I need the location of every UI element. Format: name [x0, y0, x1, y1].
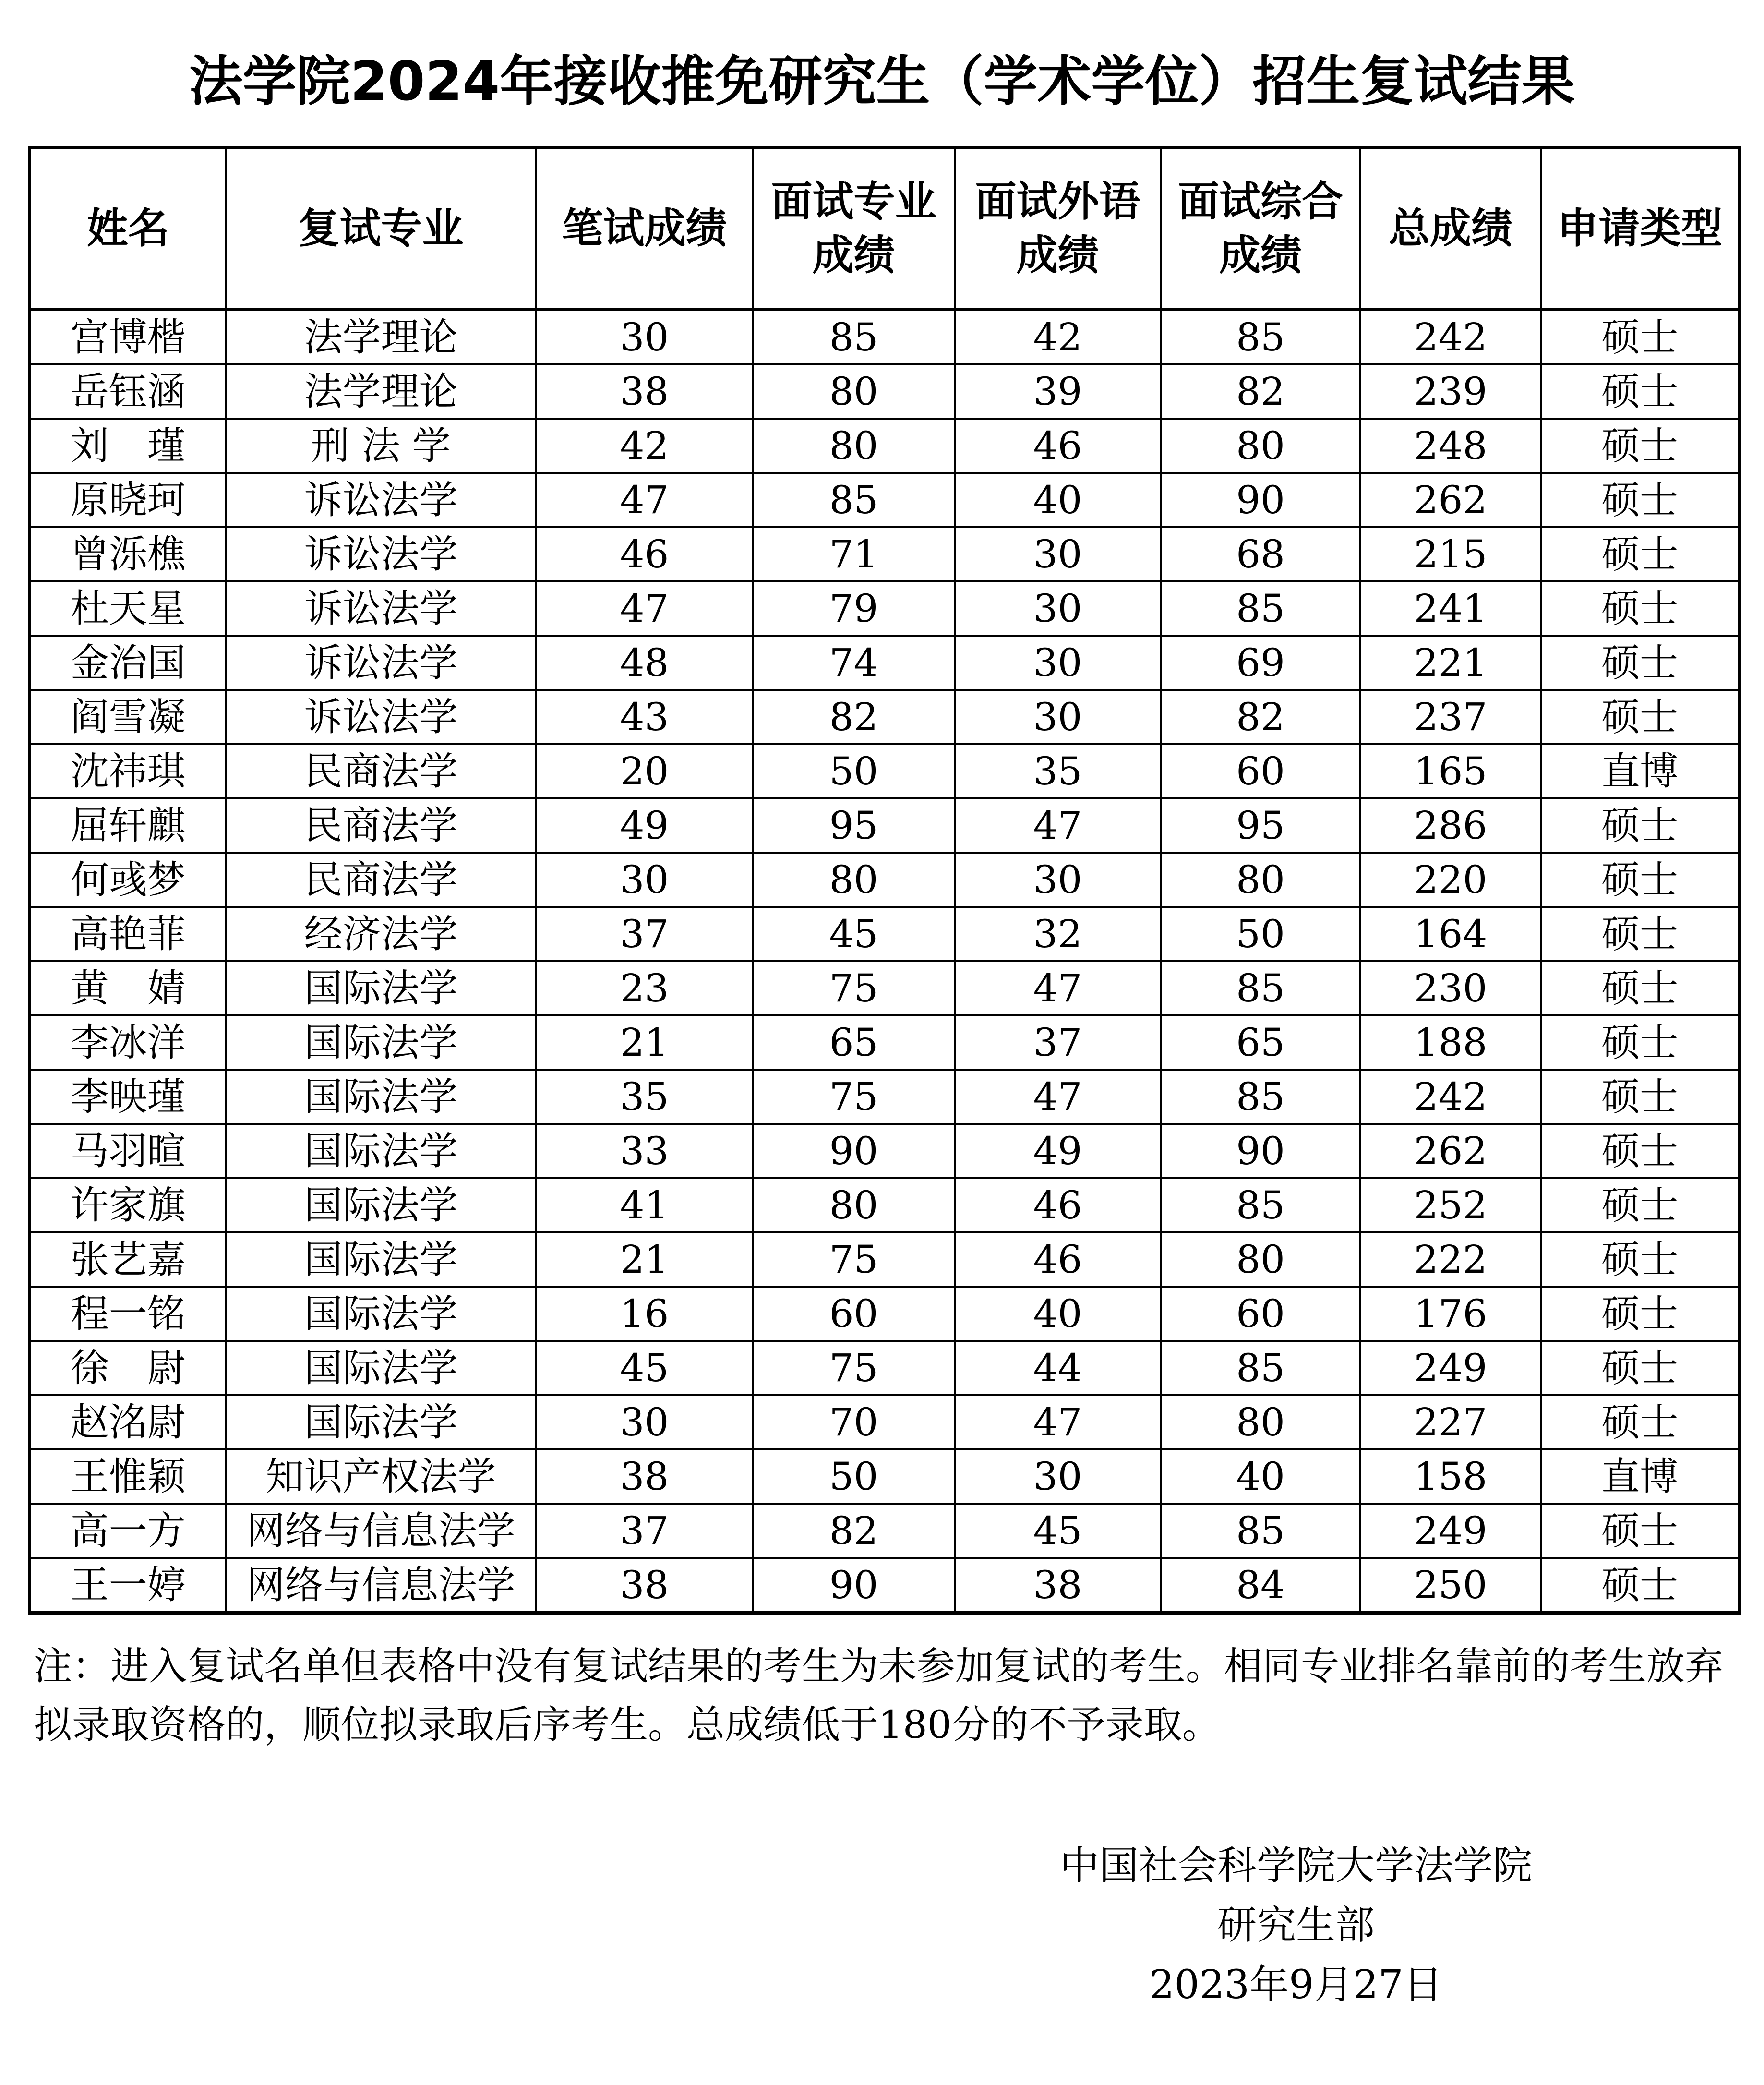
total-score-cell: 188 [1360, 1015, 1541, 1070]
application-type-cell: 硕士 [1541, 527, 1740, 581]
total-score-cell: 158 [1360, 1449, 1541, 1504]
header-major [226, 148, 536, 310]
interview-overall-score-cell: 50 [1161, 907, 1360, 961]
interview-major-score-cell: 75 [753, 1070, 955, 1124]
application-type-cell: 硕士 [1541, 798, 1740, 853]
table-row [30, 527, 1740, 581]
table-row [30, 690, 1740, 744]
interview-major-score-cell: 65 [753, 1015, 955, 1070]
total-score-cell: 220 [1360, 853, 1541, 907]
interview-language-score-cell: 44 [955, 1341, 1161, 1395]
name-cell: 沈祎琪 [30, 744, 226, 798]
total-score-cell: 262 [1360, 473, 1541, 527]
header-written-score [536, 148, 753, 310]
major-cell: 网络与信息法学 [226, 1504, 536, 1558]
interview-overall-score-cell: 85 [1161, 1341, 1360, 1395]
name-cell: 屈轩麒 [30, 798, 226, 853]
major-cell: 诉讼法学 [226, 473, 536, 527]
table-row [30, 907, 1740, 961]
major-cell: 诉讼法学 [226, 636, 536, 690]
total-score-cell: 164 [1360, 907, 1541, 961]
total-score-cell: 230 [1360, 961, 1541, 1015]
total-score-cell: 249 [1360, 1341, 1541, 1395]
interview-overall-score-cell: 85 [1161, 1504, 1360, 1558]
written-score-cell: 48 [536, 636, 753, 690]
application-type-cell: 硕士 [1541, 636, 1740, 690]
interview-language-score-cell: 37 [955, 1015, 1161, 1070]
application-type-cell: 硕士 [1541, 419, 1740, 473]
interview-major-score-cell: 50 [753, 1449, 955, 1504]
written-score-cell: 30 [536, 1395, 753, 1449]
interview-overall-score-cell: 90 [1161, 1124, 1360, 1178]
name-cell: 曾泺樵 [30, 527, 226, 581]
total-score-cell: 227 [1360, 1395, 1541, 1449]
interview-major-score-cell: 71 [753, 527, 955, 581]
interview-major-score-cell: 75 [753, 1341, 955, 1395]
table-row [30, 1232, 1740, 1287]
header-interview-overall-score [1161, 148, 1360, 310]
written-score-cell: 35 [536, 1070, 753, 1124]
application-type-cell: 硕士 [1541, 1287, 1740, 1341]
total-score-cell: 262 [1360, 1124, 1541, 1178]
application-type-cell: 硕士 [1541, 1504, 1740, 1558]
interview-overall-score-cell: 85 [1161, 1178, 1360, 1232]
major-cell: 国际法学 [226, 1070, 536, 1124]
interview-language-score-cell: 47 [955, 798, 1161, 853]
written-score-cell: 30 [536, 853, 753, 907]
table-row [30, 364, 1740, 419]
interview-major-score-cell: 75 [753, 1232, 955, 1287]
table-body [30, 310, 1740, 1613]
application-type-cell: 硕士 [1541, 1124, 1740, 1178]
table-row [30, 1015, 1740, 1070]
application-type-cell: 硕士 [1541, 1015, 1740, 1070]
name-cell: 金治国 [30, 636, 226, 690]
header-interview-major-score [753, 148, 955, 310]
interview-major-score-cell: 82 [753, 690, 955, 744]
table-row [30, 744, 1740, 798]
interview-overall-score-cell: 90 [1161, 473, 1360, 527]
interview-overall-score-cell: 80 [1161, 853, 1360, 907]
written-score-cell: 38 [536, 1449, 753, 1504]
signature-date: 2023年9月27日 [1149, 1962, 1443, 2008]
interview-overall-score-cell: 84 [1161, 1558, 1360, 1613]
written-score-cell: 21 [536, 1232, 753, 1287]
interview-language-score-cell: 47 [955, 1070, 1161, 1124]
signature-organization: 中国社会科学院大学法学院 [1059, 1843, 1532, 1889]
major-cell: 国际法学 [226, 1178, 536, 1232]
name-cell: 杜天星 [30, 581, 226, 636]
name-cell: 何彧梦 [30, 853, 226, 907]
header-row [30, 148, 1740, 310]
table-row [30, 310, 1740, 365]
application-type-cell: 硕士 [1541, 853, 1740, 907]
application-type-cell: 硕士 [1541, 1341, 1740, 1395]
interview-overall-score-cell: 60 [1161, 1287, 1360, 1341]
table-header [30, 148, 1740, 310]
header-total-score [1360, 148, 1541, 310]
interview-overall-score-cell: 69 [1161, 636, 1360, 690]
table-row [30, 473, 1740, 527]
interview-language-score-cell: 30 [955, 527, 1161, 581]
name-cell: 程一铭 [30, 1287, 226, 1341]
written-score-cell: 43 [536, 690, 753, 744]
interview-language-score-cell: 30 [955, 853, 1161, 907]
interview-major-score-cell: 80 [753, 364, 955, 419]
written-score-cell: 38 [536, 364, 753, 419]
header-label: 申请类型 [1557, 205, 1723, 253]
interview-overall-score-cell: 68 [1161, 527, 1360, 581]
interview-language-score-cell: 46 [955, 419, 1161, 473]
major-cell: 诉讼法学 [226, 690, 536, 744]
name-cell: 高艳菲 [30, 907, 226, 961]
major-cell: 国际法学 [226, 1341, 536, 1395]
interview-language-score-cell: 35 [955, 744, 1161, 798]
interview-language-score-cell: 30 [955, 690, 1161, 744]
page-title: 法学院2024年接收推免研究生（学术学位）招生复试结果 [189, 50, 1575, 113]
total-score-cell: 248 [1360, 419, 1541, 473]
header-label: 总成绩 [1389, 205, 1512, 253]
signature-department: 研究生部 [1217, 1903, 1375, 1948]
major-cell: 国际法学 [226, 961, 536, 1015]
application-type-cell: 硕士 [1541, 1558, 1740, 1613]
interview-major-score-cell: 74 [753, 636, 955, 690]
signature-block [1008, 1836, 1584, 2015]
interview-language-score-cell: 39 [955, 364, 1161, 419]
interview-major-score-cell: 79 [753, 581, 955, 636]
major-cell: 刑 法 学 [226, 419, 536, 473]
interview-language-score-cell: 38 [955, 1558, 1161, 1613]
application-type-cell: 硕士 [1541, 1395, 1740, 1449]
major-cell: 国际法学 [226, 1395, 536, 1449]
total-score-cell: 242 [1360, 1070, 1541, 1124]
application-type-cell: 硕士 [1541, 1070, 1740, 1124]
interview-major-score-cell: 75 [753, 961, 955, 1015]
application-type-cell: 硕士 [1541, 690, 1740, 744]
major-cell: 国际法学 [226, 1124, 536, 1178]
application-type-cell: 硕士 [1541, 907, 1740, 961]
table-row [30, 1341, 1740, 1395]
application-type-cell: 硕士 [1541, 581, 1740, 636]
name-cell: 张艺嘉 [30, 1232, 226, 1287]
major-cell: 民商法学 [226, 744, 536, 798]
header-label: 复试专业 [298, 205, 464, 253]
written-score-cell: 37 [536, 907, 753, 961]
total-score-cell: 237 [1360, 690, 1541, 744]
name-cell: 许家旗 [30, 1178, 226, 1232]
interview-major-score-cell: 90 [753, 1558, 955, 1613]
table-row [30, 1558, 1740, 1613]
name-cell: 黄 婧 [30, 961, 226, 1015]
table-row [30, 1449, 1740, 1504]
total-score-cell: 241 [1360, 581, 1541, 636]
interview-language-score-cell: 42 [955, 310, 1161, 365]
interview-major-score-cell: 80 [753, 1178, 955, 1232]
interview-major-score-cell: 90 [753, 1124, 955, 1178]
interview-major-score-cell: 85 [753, 473, 955, 527]
header-name [30, 148, 226, 310]
written-score-cell: 16 [536, 1287, 753, 1341]
written-score-cell: 23 [536, 961, 753, 1015]
interview-overall-score-cell: 80 [1161, 1395, 1360, 1449]
name-cell: 王一婷 [30, 1558, 226, 1613]
name-cell: 王惟颖 [30, 1449, 226, 1504]
total-score-cell: 176 [1360, 1287, 1541, 1341]
table-row [30, 636, 1740, 690]
name-cell: 赵洺尉 [30, 1395, 226, 1449]
interview-major-score-cell: 85 [753, 310, 955, 365]
interview-language-score-cell: 49 [955, 1124, 1161, 1178]
interview-language-score-cell: 46 [955, 1178, 1161, 1232]
major-cell: 诉讼法学 [226, 527, 536, 581]
written-score-cell: 30 [536, 310, 753, 365]
interview-overall-score-cell: 85 [1161, 961, 1360, 1015]
total-score-cell: 165 [1360, 744, 1541, 798]
header-label: 姓名 [86, 205, 169, 253]
written-score-cell: 46 [536, 527, 753, 581]
written-score-cell: 47 [536, 581, 753, 636]
name-cell: 岳钰涵 [30, 364, 226, 419]
application-type-cell: 硕士 [1541, 310, 1740, 365]
major-cell: 诉讼法学 [226, 581, 536, 636]
interview-language-score-cell: 32 [955, 907, 1161, 961]
table-row [30, 1504, 1740, 1558]
total-score-cell: 222 [1360, 1232, 1541, 1287]
interview-major-score-cell: 95 [753, 798, 955, 853]
interview-major-score-cell: 50 [753, 744, 955, 798]
header-interview-language-score [955, 148, 1161, 310]
name-cell: 宫博楷 [30, 310, 226, 365]
interview-major-score-cell: 60 [753, 1287, 955, 1341]
application-type-cell: 硕士 [1541, 961, 1740, 1015]
name-cell: 刘 瑾 [30, 419, 226, 473]
name-cell: 李映瑾 [30, 1070, 226, 1124]
header-label: 面试综合成绩 [1178, 178, 1343, 279]
interview-language-score-cell: 40 [955, 473, 1161, 527]
table-row [30, 1178, 1740, 1232]
total-score-cell: 221 [1360, 636, 1541, 690]
results-table [28, 146, 1741, 1615]
name-cell: 阎雪凝 [30, 690, 226, 744]
written-score-cell: 20 [536, 744, 753, 798]
written-score-cell: 45 [536, 1341, 753, 1395]
table-row [30, 1287, 1740, 1341]
interview-major-score-cell: 82 [753, 1504, 955, 1558]
interview-overall-score-cell: 40 [1161, 1449, 1360, 1504]
interview-language-score-cell: 46 [955, 1232, 1161, 1287]
interview-overall-score-cell: 65 [1161, 1015, 1360, 1070]
header-label: 笔试成绩 [562, 205, 727, 253]
interview-major-score-cell: 80 [753, 419, 955, 473]
total-score-cell: 239 [1360, 364, 1541, 419]
application-type-cell: 直博 [1541, 1449, 1740, 1504]
table-row [30, 419, 1740, 473]
major-cell: 法学理论 [226, 364, 536, 419]
total-score-cell: 250 [1360, 1558, 1541, 1613]
written-score-cell: 33 [536, 1124, 753, 1178]
written-score-cell: 49 [536, 798, 753, 853]
application-type-cell: 硕士 [1541, 1178, 1740, 1232]
name-cell: 原晓珂 [30, 473, 226, 527]
table-row [30, 961, 1740, 1015]
interview-overall-score-cell: 85 [1161, 310, 1360, 365]
interview-overall-score-cell: 82 [1161, 364, 1360, 419]
interview-language-score-cell: 30 [955, 636, 1161, 690]
major-cell: 法学理论 [226, 310, 536, 365]
interview-major-score-cell: 45 [753, 907, 955, 961]
name-cell: 高一方 [30, 1504, 226, 1558]
footnote: 注：进入复试名单但表格中没有复试结果的考生为未参加复试的考生。相同专业排名靠前的考生放弃拟录取资格的，顺位拟录取后序考生。总成绩低于180分的不予录取。 [34, 1644, 1723, 1747]
major-cell: 网络与信息法学 [226, 1558, 536, 1613]
application-type-cell: 直博 [1541, 744, 1740, 798]
written-score-cell: 37 [536, 1504, 753, 1558]
interview-language-score-cell: 45 [955, 1504, 1161, 1558]
interview-language-score-cell: 30 [955, 581, 1161, 636]
written-score-cell: 21 [536, 1015, 753, 1070]
interview-language-score-cell: 30 [955, 1449, 1161, 1504]
written-score-cell: 41 [536, 1178, 753, 1232]
table-row [30, 581, 1740, 636]
total-score-cell: 252 [1360, 1178, 1541, 1232]
major-cell: 国际法学 [226, 1015, 536, 1070]
interview-overall-score-cell: 85 [1161, 581, 1360, 636]
table-row [30, 1124, 1740, 1178]
application-type-cell: 硕士 [1541, 1232, 1740, 1287]
major-cell: 国际法学 [226, 1287, 536, 1341]
total-score-cell: 215 [1360, 527, 1541, 581]
name-cell: 马羽暄 [30, 1124, 226, 1178]
interview-overall-score-cell: 82 [1161, 690, 1360, 744]
total-score-cell: 286 [1360, 798, 1541, 853]
written-score-cell: 42 [536, 419, 753, 473]
interview-major-score-cell: 70 [753, 1395, 955, 1449]
header-application-type [1541, 148, 1740, 310]
name-cell: 李冰洋 [30, 1015, 226, 1070]
total-score-cell: 249 [1360, 1504, 1541, 1558]
major-cell: 国际法学 [226, 1232, 536, 1287]
interview-overall-score-cell: 80 [1161, 419, 1360, 473]
total-score-cell: 242 [1360, 310, 1541, 365]
major-cell: 经济法学 [226, 907, 536, 961]
interview-overall-score-cell: 60 [1161, 744, 1360, 798]
application-type-cell: 硕士 [1541, 473, 1740, 527]
interview-major-score-cell: 80 [753, 853, 955, 907]
interview-overall-score-cell: 95 [1161, 798, 1360, 853]
table-row [30, 853, 1740, 907]
header-label: 面试外语成绩 [975, 178, 1140, 279]
table-row [30, 1395, 1740, 1449]
interview-overall-score-cell: 85 [1161, 1070, 1360, 1124]
header-label: 面试专业成绩 [771, 178, 936, 279]
interview-overall-score-cell: 80 [1161, 1232, 1360, 1287]
table-row [30, 798, 1740, 853]
major-cell: 民商法学 [226, 853, 536, 907]
interview-language-score-cell: 47 [955, 1395, 1161, 1449]
major-cell: 知识产权法学 [226, 1449, 536, 1504]
name-cell: 徐 尉 [30, 1341, 226, 1395]
written-score-cell: 38 [536, 1558, 753, 1613]
written-score-cell: 47 [536, 473, 753, 527]
major-cell: 民商法学 [226, 798, 536, 853]
interview-language-score-cell: 40 [955, 1287, 1161, 1341]
application-type-cell: 硕士 [1541, 364, 1740, 419]
table-row [30, 1070, 1740, 1124]
interview-language-score-cell: 47 [955, 961, 1161, 1015]
